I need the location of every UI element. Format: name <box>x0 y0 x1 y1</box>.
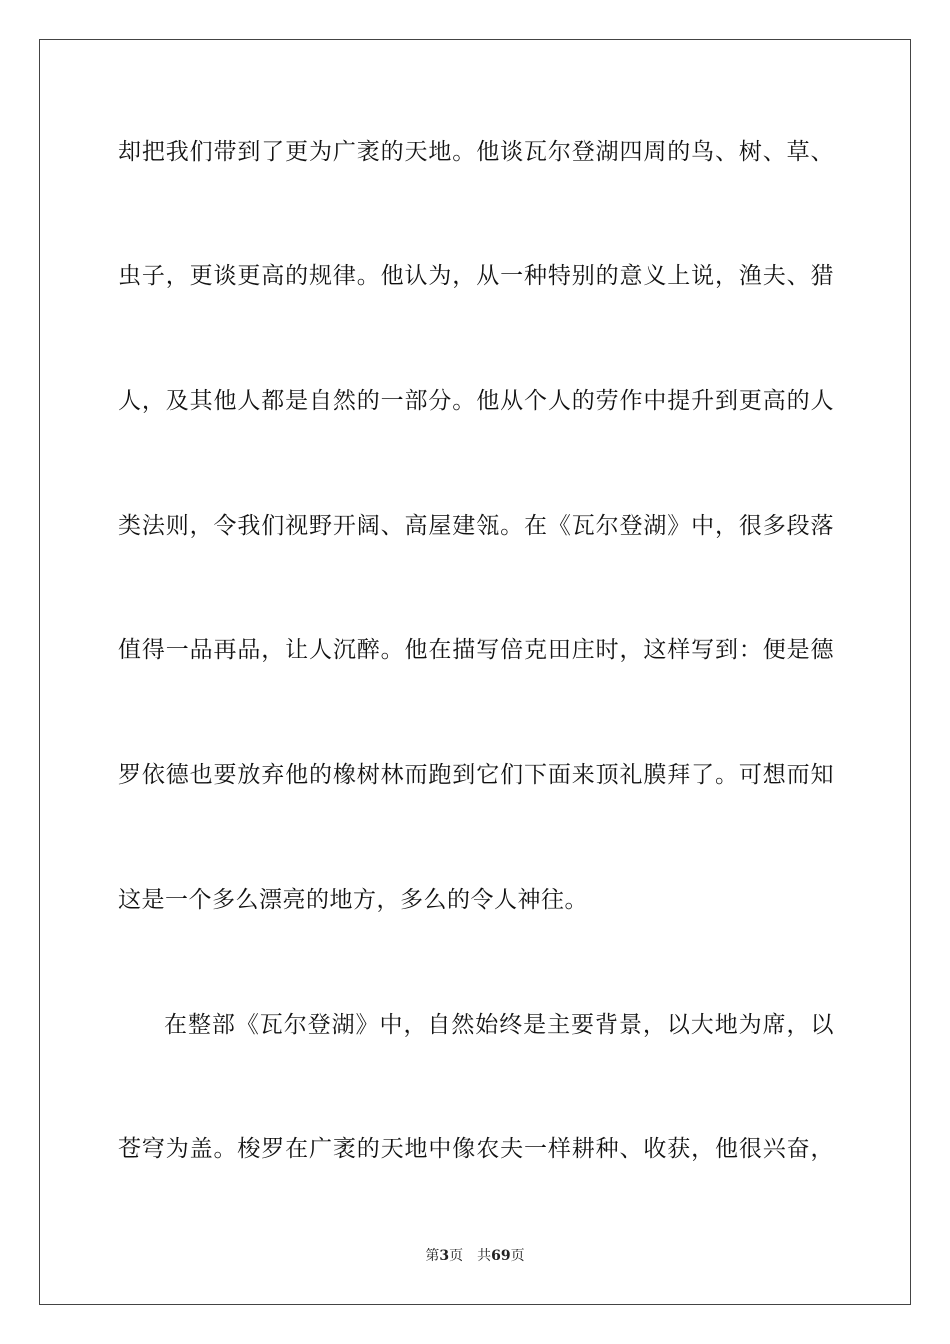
footer-page-suffix: 页 <box>449 1248 464 1264</box>
page-border <box>39 39 911 1305</box>
footer-total-pages: 69 <box>491 1248 511 1264</box>
body-text-line-5: 值得一品再品，让人沉醉。他在描写倍克田庄时，这样写到：便是德 <box>118 637 834 663</box>
footer-total-prefix: 共 <box>477 1248 492 1264</box>
paragraph-start-line: 在整部《瓦尔登湖》中，自然始终是主要背景，以大地为席，以 <box>164 1012 834 1038</box>
body-text-line-3: 人，及其他人都是自然的一部分。他从个人的劳作中提升到更高的人 <box>118 388 834 414</box>
body-text-line-6: 罗依德也要放弃他的橡树林而跑到它们下面来顶礼膜拜了。可想而知 <box>118 762 834 788</box>
footer-page-number: 3 <box>439 1248 450 1264</box>
footer-total-suffix: 页 <box>510 1248 525 1264</box>
body-text-line-2: 虫子，更谈更高的规律。他认为，从一种特别的意义上说，渔夫、猎 <box>118 263 834 289</box>
page-footer <box>0 1247 950 1265</box>
body-text-line-9: 苍穹为盖。梭罗在广袤的天地中像农夫一样耕种、收获，他很兴奋， <box>118 1136 834 1162</box>
footer-page-prefix: 第 <box>425 1248 440 1264</box>
body-text-line-1: 却把我们带到了更为广袤的天地。他谈瓦尔登湖四周的鸟、树、草、 <box>118 139 834 165</box>
body-text-line-4: 类法则，令我们视野开阔、高屋建瓴。在《瓦尔登湖》中，很多段落 <box>118 513 834 539</box>
body-text-line-7: 这是一个多么漂亮的地方，多么的令人神往。 <box>118 887 588 913</box>
